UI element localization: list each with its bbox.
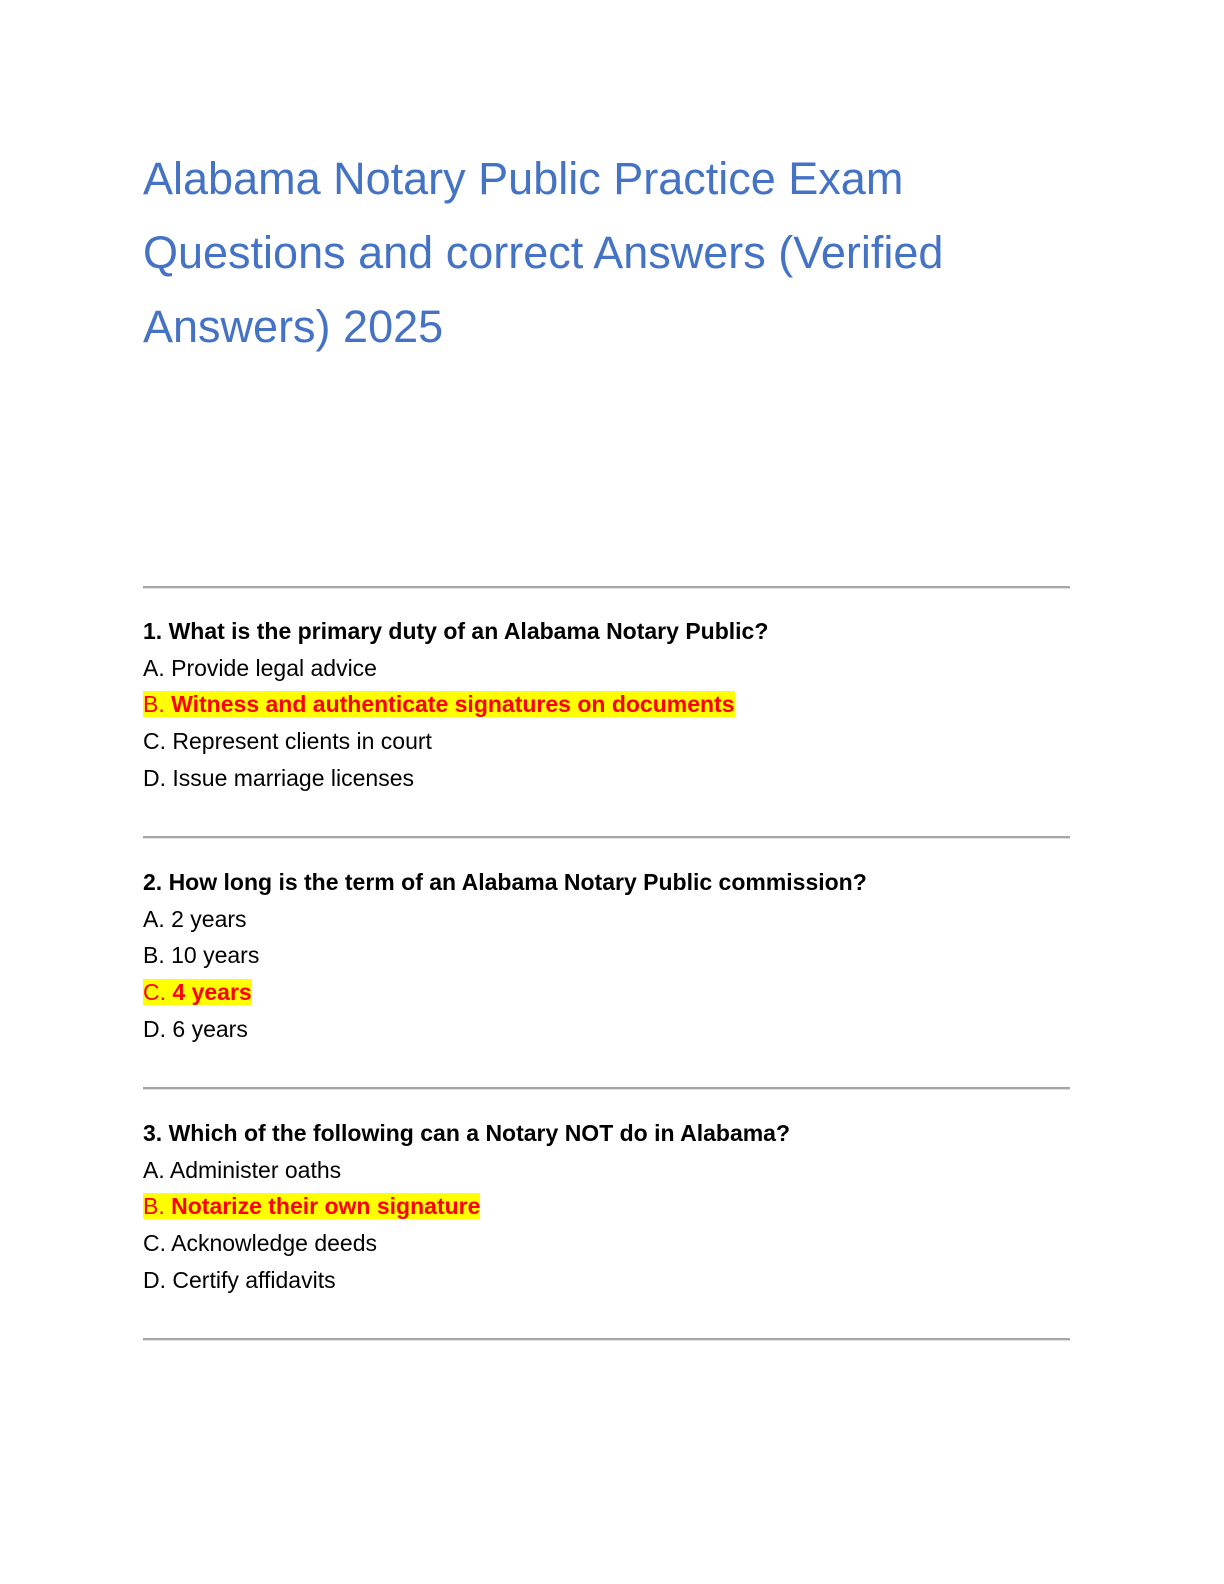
answer-option-c [143,723,1073,760]
option-letter: A. [143,905,165,932]
question-block-3 [143,1115,1073,1299]
title-line-1: Alabama Notary Public Practice Exam [143,153,904,204]
option-letter: D. [143,1266,166,1293]
option-text: Provide legal advice [171,654,377,681]
option-letter: B. [143,691,165,718]
option-letter: C. [143,1230,166,1257]
answer-highlight [143,691,735,717]
question-text: 3. Which of the following can a Notary NOT do in Alabama? [143,1120,791,1146]
answer-option-d [143,760,1073,797]
option-text: 10 years [171,942,260,969]
question-block-2 [143,864,1073,1048]
question-text: 1. What is the primary duty of an Alabama Notary Public? [143,618,769,644]
divider [143,1087,1070,1090]
option-text: 4 years [172,979,252,1006]
answer-highlight [143,979,252,1005]
correct-answer-option-c [143,974,1073,1011]
title-line-2: Questions and correct Answers (Verified [143,227,944,278]
question-block-1 [143,613,1073,797]
answer-option-b [143,937,1073,974]
option-letter: B. [143,942,165,969]
answer-option-d [143,1262,1073,1299]
answer-option-c [143,1225,1073,1262]
option-letter: D. [143,1015,166,1042]
option-text: 6 years [172,1015,248,1042]
answer-option-d [143,1011,1073,1048]
option-text: Witness and authenticate signatures on documents [171,691,735,718]
option-letter: C. [143,728,166,755]
divider [143,1338,1070,1341]
option-letter: D. [143,764,166,791]
question-text: 2. How long is the term of an Alabama Notary Public commission? [143,869,867,895]
option-text: Certify affidavits [172,1266,336,1293]
answer-option-a [143,1152,1073,1189]
answer-option-a [143,650,1073,687]
answer-highlight [143,1193,480,1219]
title-line-3: Answers) 2025 [143,301,444,352]
option-letter: B. [143,1193,165,1220]
option-text: Issue marriage licenses [172,764,414,791]
divider [143,586,1070,589]
answer-option-a [143,901,1073,938]
option-text: Represent clients in court [172,728,432,755]
option-text: Acknowledge deeds [171,1230,377,1257]
option-text: Notarize their own signature [171,1193,481,1220]
option-letter: A. [143,1156,165,1183]
correct-answer-option-b [143,1188,1073,1225]
option-letter: A. [143,654,165,681]
correct-answer-option-b [143,686,1073,723]
option-text: Administer oaths [169,1156,342,1183]
option-text: 2 years [171,905,247,932]
option-letter: C. [143,979,166,1006]
divider [143,836,1070,839]
page-title [143,142,1083,364]
